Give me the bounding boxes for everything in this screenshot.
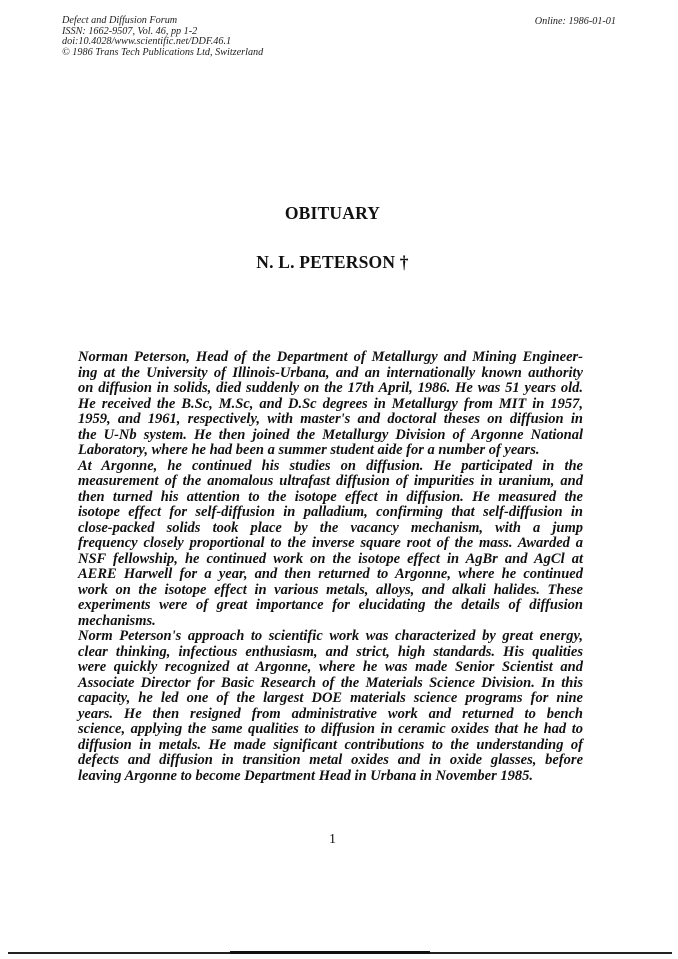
body-line: AERE Harwell for a year, and then returned to Argonne, where he continued [78,566,583,582]
body-line: frequency closely proportional to the inverse square root of the mass. Awarded a [78,535,583,551]
body-line: Associate Director for Basic Research of the Materials Science Division. In this [78,674,583,691]
body-line: ing at the University of Illinois-Urbana, and an internationally known authority [78,364,583,381]
journal-header [62,16,263,58]
body-line: measurement of the anomalous ultrafast diffusion of impurities in uranium, and [78,473,583,489]
body-line: capacity, he led one of the largest DOE materials science programs for nine [78,690,583,706]
body-line: clear thinking, infectious enthusiasm, and strict, high standards. His qualities [78,643,583,660]
body-line: mechanisms. [78,612,156,629]
page-number: 1 [329,832,336,847]
body-line: Norm Peterson's approach to scientific work was characterized by great energy, [78,628,583,644]
copyright-line: © 1986 Trans Tech Publications Ltd, Switzerland [62,46,264,58]
author-name: N. L. PETERSON † [256,252,409,272]
body-line: work on the isotope effect in various metals, alloys, and alkali halides. These [78,581,583,598]
body-line: Laboratory, where he had been a summer student aide for a number of years. [78,442,540,458]
body-line: defects and diffusion in transition metal oxides and in oxide glasses, before [78,752,583,768]
body-line: experiments were of great importance for elucidating the details of diffusion [78,597,583,613]
body-line: isotope effect for self-diffusion in palladium, confirming that self-diffusion in [78,504,583,520]
body-line: science, applying the same qualities to diffusion in ceramic oxides that he had to [78,721,583,737]
body-line: the U-Nb system. He then joined the Metallurgy Division of Argonne National [78,426,583,443]
obituary-body [78,350,583,784]
journal-name: Defect and Diffusion Forum [62,15,178,26]
issn-line: ISSN: 1662-9507, Vol. 46, pp 1-2 [62,25,198,37]
body-line: were quickly recognized at Argonne, where he was made Senior Scientist and [78,659,583,675]
body-line: diffusion in metals. He made significant contributions to the understanding of [78,736,583,753]
body-line: 1959, and 1961, respectively, with master's and doctoral theses on diffusion in [78,411,583,427]
body-line: leaving Argonne to become Department Head in Urbana in November 1985. [78,767,533,784]
body-line: close-packed solids took place by the vacancy mechanism, with a jump [78,519,583,536]
body-line: NSF fellowship, he continued work on the isotope effect in AgBr and AgCl at [78,550,583,567]
doi-line[interactable]: doi:10.4028/www.scientific.net/DDF.46.1 [62,36,232,48]
body-line: years. He then resigned from administrative work and returned to bench [78,705,583,722]
bottom-rule-accent [230,951,430,954]
body-line: At Argonne, he continued his studies on diffusion. He participated in the [78,457,583,474]
online-date: Online: 1986-01-01 [534,16,616,27]
page-title: OBITUARY [284,203,381,223]
body-line: Norman Peterson, Head of the Department of Metallurgy and Mining Engineer- [78,349,583,365]
body-line: then turned his attention to the isotope effect in diffusion. He measured the [78,488,583,505]
body-line: on diffusion in solids, died suddenly on the 17th April, 1986. He was 51 years old. [78,380,583,396]
body-line: He received the B.Sc, M.Sc, and D.Sc degrees in Metallurgy from MIT in 1957, [78,395,583,412]
